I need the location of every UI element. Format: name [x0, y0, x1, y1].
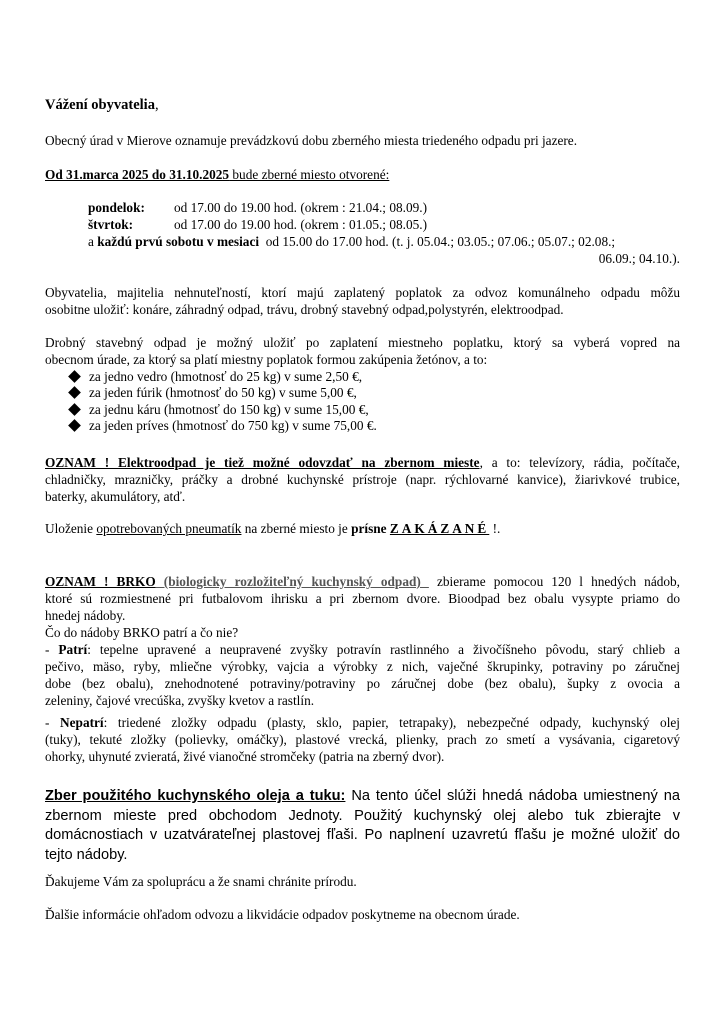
opening-schedule — [88, 199, 688, 267]
brko-notice — [45, 573, 680, 765]
owners-line-1: Obyvatelia, majitelia nehnuteľností, ktorí majú zaplatený poplatok za odvoz komunálneho odpadu môžu — [45, 285, 680, 300]
brko-belongs-text-2: pečivo, mäso, ryby, mliečne výrobky, vajcia a výrobky z nich, vaječné škrupinky, potraviny po záručnej — [45, 659, 680, 674]
schedule-row-saturday — [88, 233, 688, 250]
period-dates: Od 31.marca 2025 do 31.10.2025 — [45, 167, 230, 182]
schedule-row-monday — [88, 199, 688, 216]
oil-line-1-rest: Na tento účel slúži hnedá nádoba umiestnený na — [345, 788, 680, 804]
intro-paragraph: Obecný úrad v Mierove oznamuje prevádzkovú dobu zberného miesta triedeného odpadu pri jazere. — [45, 133, 578, 148]
price-item-wheelbarrow: za jeden fúrik (hmotnosť do 50 kg) v sume 5,00 €, — [89, 385, 357, 401]
diamond-bullet-icon — [68, 419, 81, 432]
brko-not-label: Nepatrí — [60, 715, 104, 730]
price-item-trailer: za jeden príves (hmotnosť do 750 kg) v sume 75,00 €. — [89, 418, 377, 434]
owners-paragraph — [45, 284, 680, 318]
oil-line-1 — [45, 787, 680, 807]
schedule-row-saturday-cont: 06.09.; 04.10.). — [598, 251, 680, 266]
greeting — [45, 97, 680, 114]
price-item-cart: za jednu káru (hmotnosť do 150 kg) v sume 15,00 €, — [89, 401, 369, 417]
brko-line-1 — [45, 573, 680, 590]
electro-line-2: chladničky, mrazničky, práčky a drobné kuchynské prístroje (napr. rýchlovarné kanvice), žiarivkové trubice, — [45, 472, 680, 487]
schedule-day-monday: pondelok: — [88, 200, 145, 215]
brko-belongs-text-1: : tepelne upravené a neupravené zvyšky potravín rastlinného a živočíšneho pôvodu, starý chlieb a — [87, 642, 680, 657]
owners-line-2: osobitne uložiť: konáre, záhradný odpad, trávu, drobný stavebný odpad,polystyrén, elektroodpad. — [45, 302, 564, 317]
brko-parenthetical: (biologicky rozložiteľný kuchynský odpad) — [155, 574, 429, 589]
brko-line-1-rest: zbierame pomocou 120 l hnedých nádob, — [428, 574, 681, 589]
period-line — [45, 166, 680, 183]
tires-mid: na zberné miesto je — [241, 521, 352, 536]
diamond-bullet-icon — [68, 370, 81, 383]
list-item — [68, 418, 568, 435]
tires-end: !. — [489, 521, 501, 536]
list-item — [68, 401, 568, 418]
thanks-line: Ďakujeme Vám za spoluprácu a že snami chránite prírodu. — [45, 874, 357, 889]
brko-belongs-label: Patrí — [58, 642, 88, 657]
price-item-bucket: za jedno vedro (hmotnosť do 25 kg) v sume 2,50 €, — [89, 368, 363, 384]
greeting-bold: Vážení obyvatelia — [45, 97, 155, 113]
brko-belongs-text-3: dobe (bez obalu), znehodnotené potraviny/potraviny po záručnej dobe (bez obalu), šupky z ovocia a — [45, 676, 680, 691]
list-item — [68, 385, 568, 402]
tires-worn-tires: opotrebovaných pneumatík — [96, 521, 242, 536]
schedule-hours-thursday: od 17.00 do 19.00 hod. (okrem : 01.05.; 08.05.) — [174, 217, 427, 232]
diamond-bullet-icon — [68, 386, 81, 399]
schedule-hours-saturday: od 15.00 do 17.00 hod. (t. j. 05.04.; 03.05.; 07.06.; 05.07.; 02.08.; — [259, 234, 616, 249]
oil-line-3: domácnostiach v uzatvárateľnej plastovej fľaši. Po naplnení uzavretú fľašu je možné uložiť do — [45, 827, 680, 843]
tires-strict: prísne — [351, 521, 390, 536]
construction-line-1: Drobný stavebný odpad je možný uložiť po zaplatení miestneho poplatku, ktorý sa vyberá vopred na — [45, 335, 680, 350]
list-item — [68, 368, 568, 385]
schedule-row-thursday — [88, 216, 688, 233]
brko-question: Čo do nádoby BRKO patrí a čo nie? — [45, 625, 239, 640]
schedule-day-saturday: každú prvú sobotu v mesiaci — [97, 234, 260, 249]
brko-heading: OZNAM ! BRKO — [45, 574, 156, 589]
brko-not-text-1: : triedené zložky odpadu (plasty, sklo, papier, tetrapaky), nebezpečné odpady, kuchynský olej — [103, 715, 680, 730]
brko-belongs-text-4: zeleniny, čajové vrecúška, zvyšky kvetov a rastlín. — [45, 693, 315, 708]
schedule-sat-prefix: a — [88, 234, 98, 249]
brko-line-3: hnedej nádoby. — [45, 608, 126, 623]
electro-notice — [45, 454, 680, 505]
oil-heading: Zber použitého kuchynského oleja a tuku: — [45, 788, 346, 804]
schedule-day-thursday: štvrtok: — [88, 217, 134, 232]
greeting-comma: , — [154, 97, 159, 113]
info-line: Ďalšie informácie ohľadom odvozu a likvidácie odpadov poskytneme na obecnom úrade. — [45, 907, 520, 922]
oil-line-2: zbernom mieste pred obchodom Jednoty. Použitý kuchynský olej alebo tuk zbierajte v — [45, 807, 680, 824]
oil-line-4: tejto nádoby. — [45, 846, 128, 863]
token-price-list — [68, 368, 568, 434]
tires-notice — [45, 520, 680, 537]
brko-belongs-line-1: - Patrí: tepelne upravené a neupravené zvyšky potravín rastlinného a živočíšneho pôvodu, starý chlieb a — [45, 642, 680, 657]
tires-pre: Uloženie — [45, 521, 97, 536]
brko-not-line-1: - Nepatrí: triedené zložky odpadu (plasty, sklo, papier, tetrapaky), nebezpečné odpady, kuchynský olej — [45, 715, 680, 730]
brko-line-2: ktoré sú rozmiestnené pri futbalovom ihrisku a pri zbernom dvore. Bioodpad bez obalu vysypte priamo do — [45, 591, 680, 606]
schedule-hours-monday: od 17.00 do 19.00 hod. (okrem : 21.04.; 08.09.) — [174, 200, 427, 215]
construction-paragraph — [45, 334, 680, 368]
period-rest: bude zberné miesto otvorené: — [229, 167, 390, 182]
electro-line-3: baterky, akumulátory, atď. — [45, 489, 186, 504]
electro-heading: OZNAM ! Elektroodpad je tiež možné odovzdať na zbernom mieste — [45, 455, 480, 470]
brko-not-text-3: ohorky, uhynuté zvieratá, živé vianočné stromčeky (patria na zberný dvor). — [45, 749, 445, 764]
electro-line-1 — [45, 454, 680, 471]
brko-not-text-2: (tuky), tekuté zložky (polievky, omáčky), plastové vrecká, plienky, prach zo smetí a vysávania, cigaretový — [45, 732, 680, 747]
tires-forbidden: ZAKÁZANÉ — [389, 521, 490, 536]
oil-notice — [45, 787, 680, 865]
construction-line-2: obecnom úrade, za ktorý sa platí miestny poplatok formou zakúpenia žetónov, a to: — [45, 352, 488, 367]
diamond-bullet-icon — [68, 403, 81, 416]
electro-line-1-rest: , a to: televízory, rádia, počítače, — [479, 455, 680, 470]
